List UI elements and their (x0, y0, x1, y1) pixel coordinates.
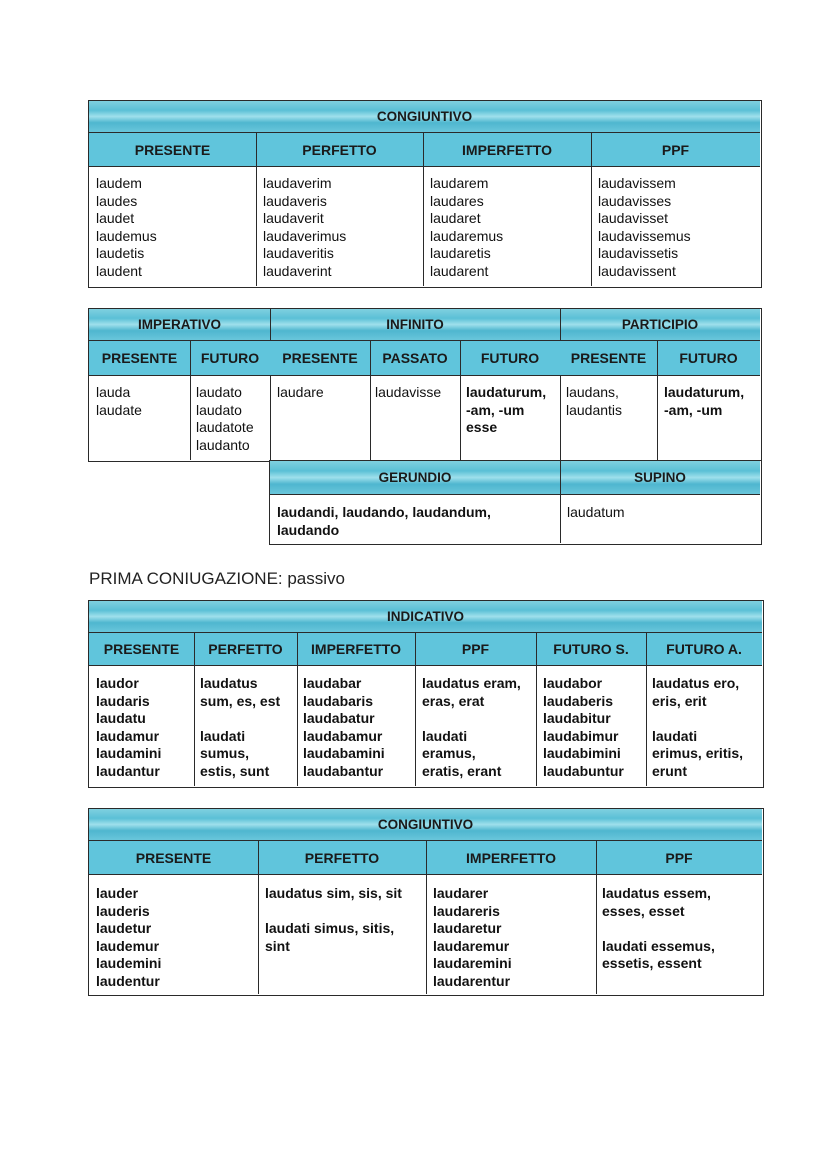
column-divider (415, 633, 416, 786)
forms-cell: laudaturum, -am, -um (664, 384, 745, 418)
column-divider (190, 341, 191, 460)
column-header: PPF (596, 841, 762, 875)
column-header: FUTURO S. (536, 633, 646, 666)
active-congiuntivo-table (88, 100, 762, 288)
column-divider (194, 633, 195, 786)
column-header: FUTURO (657, 341, 760, 376)
column-header: PASSATO (370, 341, 460, 376)
forms-cell: laudavissem laudavisses laudavisset laudavissemus laudavissetis laudavissent (598, 175, 691, 279)
group-header-infinito: INFINITO (270, 309, 560, 341)
column-divider (256, 133, 257, 286)
column-divider (460, 341, 461, 460)
column-header: PERFETTO (194, 633, 297, 666)
column-divider (560, 461, 561, 543)
column-header: PRESENTE (89, 341, 190, 376)
column-header: IMPERFETTO (426, 841, 596, 875)
column-header: PRESENTE (270, 341, 370, 376)
forms-cell: laudatus sum, es, est laudati sumus, estis, sunt (200, 675, 281, 779)
forms-cell: laudatus essem, esses, esset laudati essemus, essetis, essent (602, 885, 715, 971)
forms-cell: laudabor laudaberis laudabitur laudabimur laudabimini laudabuntur (543, 675, 624, 779)
passive-congiuntivo-table (88, 808, 764, 996)
forms-cell: laudarer laudareris laudaretur laudaremur laudaremini laudarentur (433, 885, 512, 989)
forms-cell: laudare (277, 384, 324, 400)
table-title: INDICATIVO (89, 601, 762, 633)
forms-cell: laudor laudaris laudatu laudamur laudamini laudantur (96, 675, 162, 779)
column-divider (591, 133, 592, 286)
column-divider (258, 841, 259, 994)
column-header: PPF (415, 633, 536, 666)
column-divider (657, 341, 658, 460)
group-divider (270, 309, 271, 460)
column-header: FUTURO (460, 341, 560, 376)
column-header: FUTURO A. (646, 633, 762, 666)
forms-cell: laudatus eram, eras, erat laudati eramus, eratis, erant (422, 675, 521, 779)
group-header-participio: PARTICIPIO (560, 309, 760, 341)
column-divider (536, 633, 537, 786)
column-header: PERFETTO (258, 841, 426, 875)
table-title: CONGIUNTIVO (89, 809, 762, 841)
forms-cell: laudabar laudabaris laudabatur laudabamur laudabamini laudabantur (303, 675, 385, 779)
column-header: PRESENTE (560, 341, 657, 376)
column-header: PRESENTE (89, 633, 194, 666)
forms-cell: laudem laudes laudet laudemus laudetis laudent (96, 175, 157, 279)
column-header: FUTURO (190, 341, 270, 376)
forms-cell: lauda laudate (96, 384, 142, 418)
column-header: PERFETTO (256, 133, 423, 167)
supino-header: SUPINO (560, 461, 760, 495)
column-divider (423, 133, 424, 286)
column-header: IMPERFETTO (423, 133, 591, 167)
forms-cell: laudato laudato laudatote laudanto (196, 384, 254, 453)
supino-forms: laudatum (567, 504, 625, 520)
column-divider (426, 841, 427, 994)
group-header-imperativo: IMPERATIVO (89, 309, 270, 341)
column-header: PRESENTE (89, 133, 256, 167)
forms-cell: laudatus ero, eris, erit laudati erimus, eritis, erunt (652, 675, 744, 779)
forms-cell: laudaturum, -am, -um esse (466, 384, 547, 435)
section-title: PRIMA CONIUGAZIONE: passivo (89, 569, 345, 588)
column-divider (596, 841, 597, 994)
column-header: IMPERFETTO (297, 633, 415, 666)
gerundio-forms: laudandi, laudando, laudandum, laudando (277, 504, 491, 538)
column-divider (646, 633, 647, 786)
active-nonfinite-table (88, 308, 762, 462)
forms-cell: laudatus sim, sis, sit laudati simus, sitis, sint (265, 885, 402, 954)
group-divider (560, 309, 561, 460)
forms-cell: laudavisse (375, 384, 442, 400)
table-title: CONGIUNTIVO (89, 101, 760, 133)
forms-cell: laudaverim laudaveris laudaverit laudaverimus laudaveritis laudaverint (263, 175, 347, 279)
column-header: PRESENTE (89, 841, 258, 875)
forms-cell: lauder lauderis laudetur laudemur laudemini laudentur (96, 885, 162, 989)
forms-cell: laudarem laudares laudaret laudaremus laudaretis laudarent (430, 175, 504, 279)
column-divider (370, 341, 371, 460)
passive-indicativo-table (88, 600, 764, 788)
forms-cell: laudans, laudantis (566, 384, 623, 418)
gerundio-supino-table (269, 460, 762, 545)
column-header: PPF (591, 133, 760, 167)
gerundio-header: GERUNDIO (270, 461, 560, 495)
column-divider (297, 633, 298, 786)
